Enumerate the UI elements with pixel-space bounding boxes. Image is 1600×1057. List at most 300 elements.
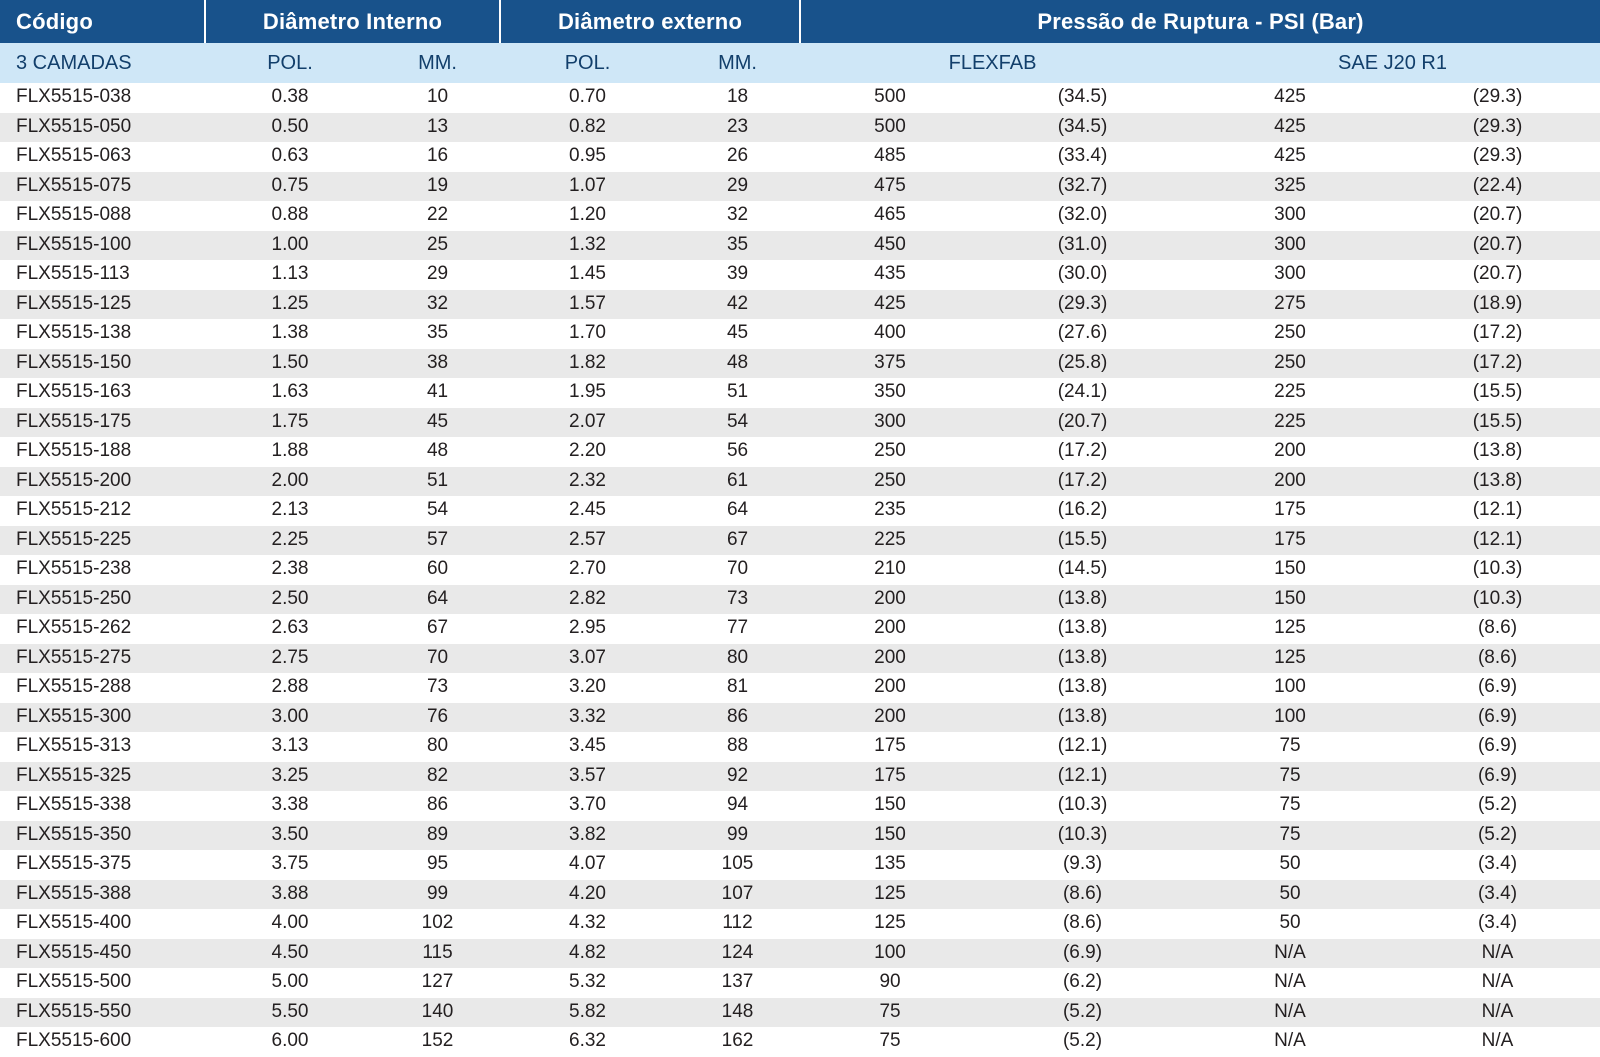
subheader-3-camadas: 3 CAMADAS [0,43,205,83]
cell-sae-bar: (22.4) [1395,172,1600,202]
cell-od-mm: 29 [675,172,800,202]
subheader-id-mm: MM. [375,43,500,83]
cell-id-pol: 3.25 [205,762,375,792]
cell-id-pol: 1.63 [205,378,375,408]
cell-flexfab-bar: (8.6) [980,880,1185,910]
cell-id-pol: 4.00 [205,909,375,939]
cell-id-pol: 2.25 [205,526,375,556]
cell-id-mm: 25 [375,231,500,261]
cell-flexfab-psi: 375 [800,349,980,379]
cell-flexfab-bar: (17.2) [980,467,1185,497]
cell-sae-psi: N/A [1185,939,1395,969]
table-row [0,732,1600,762]
cell-flexfab-bar: (10.3) [980,791,1185,821]
cell-code: FLX5515-262 [0,614,205,644]
cell-code: FLX5515-400 [0,909,205,939]
cell-sae-psi: 175 [1185,526,1395,556]
cell-sae-bar: (12.1) [1395,496,1600,526]
cell-sae-psi: 50 [1185,880,1395,910]
cell-flexfab-bar: (6.2) [980,968,1185,998]
cell-code: FLX5515-450 [0,939,205,969]
table-row [0,113,1600,143]
cell-flexfab-psi: 150 [800,791,980,821]
cell-code: FLX5515-113 [0,260,205,290]
cell-id-pol: 3.00 [205,703,375,733]
header-subrow [0,43,1600,83]
cell-sae-psi: 300 [1185,201,1395,231]
cell-od-mm: 105 [675,850,800,880]
table-row [0,555,1600,585]
cell-flexfab-bar: (34.5) [980,113,1185,143]
cell-flexfab-psi: 475 [800,172,980,202]
cell-flexfab-bar: (16.2) [980,496,1185,526]
cell-od-pol: 3.57 [500,762,675,792]
cell-flexfab-psi: 200 [800,673,980,703]
cell-od-mm: 18 [675,83,800,113]
cell-flexfab-psi: 350 [800,378,980,408]
cell-flexfab-psi: 125 [800,880,980,910]
cell-sae-bar: (6.9) [1395,762,1600,792]
cell-flexfab-bar: (32.7) [980,172,1185,202]
table-row [0,319,1600,349]
cell-code: FLX5515-138 [0,319,205,349]
cell-id-pol: 2.50 [205,585,375,615]
cell-od-pol: 5.32 [500,968,675,998]
cell-sae-psi: 75 [1185,762,1395,792]
cell-id-pol: 1.00 [205,231,375,261]
cell-sae-psi: 175 [1185,496,1395,526]
cell-sae-psi: 75 [1185,732,1395,762]
cell-od-pol: 4.82 [500,939,675,969]
cell-od-mm: 162 [675,1027,800,1057]
table-row [0,880,1600,910]
cell-flexfab-bar: (27.6) [980,319,1185,349]
cell-sae-psi: 425 [1185,142,1395,172]
cell-code: FLX5515-500 [0,968,205,998]
cell-od-mm: 39 [675,260,800,290]
cell-flexfab-psi: 100 [800,939,980,969]
cell-sae-psi: N/A [1185,998,1395,1028]
cell-od-pol: 3.70 [500,791,675,821]
cell-id-mm: 51 [375,467,500,497]
cell-sae-psi: 250 [1185,319,1395,349]
cell-od-pol: 2.82 [500,585,675,615]
cell-od-mm: 77 [675,614,800,644]
table-row [0,968,1600,998]
cell-flexfab-psi: 125 [800,909,980,939]
table-row [0,349,1600,379]
cell-flexfab-bar: (14.5) [980,555,1185,585]
cell-sae-bar: (20.7) [1395,231,1600,261]
cell-id-mm: 99 [375,880,500,910]
cell-od-mm: 148 [675,998,800,1028]
table-row [0,408,1600,438]
table-row [0,290,1600,320]
cell-id-mm: 54 [375,496,500,526]
header-group-row [0,0,1600,43]
cell-sae-bar: N/A [1395,998,1600,1028]
cell-id-mm: 60 [375,555,500,585]
table-row [0,585,1600,615]
table-row [0,201,1600,231]
table-row [0,821,1600,851]
cell-od-pol: 3.32 [500,703,675,733]
cell-od-mm: 81 [675,673,800,703]
cell-flexfab-psi: 500 [800,83,980,113]
cell-sae-psi: 300 [1185,231,1395,261]
cell-sae-bar: (10.3) [1395,555,1600,585]
cell-id-mm: 64 [375,585,500,615]
cell-id-pol: 3.38 [205,791,375,821]
cell-od-pol: 0.70 [500,83,675,113]
cell-sae-bar: (6.9) [1395,703,1600,733]
cell-flexfab-psi: 225 [800,526,980,556]
cell-flexfab-bar: (13.8) [980,673,1185,703]
cell-od-mm: 48 [675,349,800,379]
cell-sae-bar: (5.2) [1395,791,1600,821]
cell-id-mm: 16 [375,142,500,172]
cell-id-pol: 1.50 [205,349,375,379]
cell-sae-psi: 300 [1185,260,1395,290]
table-row [0,644,1600,674]
cell-id-mm: 152 [375,1027,500,1057]
cell-id-mm: 73 [375,673,500,703]
cell-id-pol: 0.88 [205,201,375,231]
cell-flexfab-psi: 200 [800,614,980,644]
cell-od-mm: 94 [675,791,800,821]
cell-flexfab-bar: (20.7) [980,408,1185,438]
cell-id-mm: 35 [375,319,500,349]
header-group-diametro-interno: Diâmetro Interno [205,0,500,43]
cell-sae-psi: 100 [1185,703,1395,733]
cell-sae-bar: (20.7) [1395,260,1600,290]
cell-od-pol: 2.57 [500,526,675,556]
cell-id-mm: 95 [375,850,500,880]
cell-code: FLX5515-288 [0,673,205,703]
cell-code: FLX5515-325 [0,762,205,792]
cell-sae-psi: 125 [1185,614,1395,644]
cell-flexfab-bar: (17.2) [980,437,1185,467]
table-row [0,791,1600,821]
cell-flexfab-psi: 485 [800,142,980,172]
cell-od-pol: 1.82 [500,349,675,379]
cell-id-pol: 6.00 [205,1027,375,1057]
cell-sae-bar: (29.3) [1395,113,1600,143]
cell-od-mm: 56 [675,437,800,467]
cell-code: FLX5515-125 [0,290,205,320]
cell-id-mm: 76 [375,703,500,733]
table-row [0,496,1600,526]
cell-sae-psi: 75 [1185,791,1395,821]
cell-od-pol: 2.32 [500,467,675,497]
cell-id-mm: 115 [375,939,500,969]
cell-flexfab-bar: (34.5) [980,83,1185,113]
cell-sae-psi: N/A [1185,1027,1395,1057]
cell-flexfab-psi: 75 [800,998,980,1028]
cell-flexfab-psi: 200 [800,644,980,674]
cell-id-pol: 0.38 [205,83,375,113]
cell-sae-bar: (8.6) [1395,614,1600,644]
cell-sae-psi: 200 [1185,467,1395,497]
cell-sae-psi: 225 [1185,378,1395,408]
cell-flexfab-bar: (33.4) [980,142,1185,172]
cell-id-pol: 3.50 [205,821,375,851]
cell-sae-bar: (15.5) [1395,408,1600,438]
cell-id-pol: 1.13 [205,260,375,290]
table-row [0,83,1600,113]
table-row [0,378,1600,408]
subheader-id-pol: POL. [205,43,375,83]
cell-id-mm: 45 [375,408,500,438]
cell-flexfab-psi: 450 [800,231,980,261]
cell-flexfab-psi: 210 [800,555,980,585]
cell-od-mm: 99 [675,821,800,851]
cell-flexfab-psi: 300 [800,408,980,438]
cell-od-mm: 61 [675,467,800,497]
cell-od-mm: 112 [675,909,800,939]
cell-sae-bar: (29.3) [1395,142,1600,172]
cell-sae-bar: (17.2) [1395,319,1600,349]
cell-id-pol: 1.75 [205,408,375,438]
table-row [0,909,1600,939]
cell-flexfab-psi: 250 [800,467,980,497]
cell-od-pol: 4.20 [500,880,675,910]
cell-sae-psi: 325 [1185,172,1395,202]
cell-flexfab-bar: (25.8) [980,349,1185,379]
cell-od-mm: 80 [675,644,800,674]
cell-sae-psi: 275 [1185,290,1395,320]
cell-code: FLX5515-388 [0,880,205,910]
cell-flexfab-psi: 250 [800,437,980,467]
cell-sae-bar: (12.1) [1395,526,1600,556]
cell-sae-bar: (8.6) [1395,644,1600,674]
cell-id-pol: 0.75 [205,172,375,202]
cell-code: FLX5515-163 [0,378,205,408]
cell-od-pol: 1.70 [500,319,675,349]
cell-od-pol: 6.32 [500,1027,675,1057]
cell-od-mm: 73 [675,585,800,615]
cell-flexfab-psi: 200 [800,585,980,615]
cell-code: FLX5515-175 [0,408,205,438]
cell-od-pol: 2.07 [500,408,675,438]
cell-flexfab-bar: (13.8) [980,703,1185,733]
table-row [0,231,1600,261]
cell-code: FLX5515-225 [0,526,205,556]
cell-id-pol: 1.38 [205,319,375,349]
cell-od-pol: 3.82 [500,821,675,851]
header-group-codigo: Código [0,0,205,43]
cell-code: FLX5515-350 [0,821,205,851]
cell-od-pol: 5.82 [500,998,675,1028]
cell-od-pol: 2.45 [500,496,675,526]
cell-sae-psi: 50 [1185,850,1395,880]
cell-code: FLX5515-250 [0,585,205,615]
table-row [0,172,1600,202]
cell-od-pol: 3.20 [500,673,675,703]
cell-od-pol: 3.45 [500,732,675,762]
cell-id-pol: 4.50 [205,939,375,969]
subheader-od-pol: POL. [500,43,675,83]
cell-od-pol: 0.82 [500,113,675,143]
cell-id-mm: 70 [375,644,500,674]
cell-flexfab-psi: 425 [800,290,980,320]
cell-code: FLX5515-200 [0,467,205,497]
table-row [0,673,1600,703]
cell-sae-psi: 150 [1185,585,1395,615]
cell-id-pol: 2.00 [205,467,375,497]
cell-od-mm: 107 [675,880,800,910]
cell-flexfab-bar: (12.1) [980,732,1185,762]
cell-flexfab-psi: 500 [800,113,980,143]
cell-code: FLX5515-338 [0,791,205,821]
cell-code: FLX5515-600 [0,1027,205,1057]
cell-id-mm: 38 [375,349,500,379]
cell-sae-psi: 50 [1185,909,1395,939]
cell-code: FLX5515-313 [0,732,205,762]
cell-od-mm: 88 [675,732,800,762]
cell-sae-psi: 75 [1185,821,1395,851]
table-row [0,260,1600,290]
cell-id-mm: 32 [375,290,500,320]
cell-flexfab-psi: 175 [800,762,980,792]
cell-sae-bar: (18.9) [1395,290,1600,320]
cell-od-pol: 0.95 [500,142,675,172]
cell-sae-bar: (17.2) [1395,349,1600,379]
cell-id-mm: 57 [375,526,500,556]
cell-sae-psi: N/A [1185,968,1395,998]
subheader-flexfab: FLEXFAB [800,43,1185,83]
cell-sae-psi: 100 [1185,673,1395,703]
cell-code: FLX5515-050 [0,113,205,143]
header-group-pressao-ruptura: Pressão de Ruptura - PSI (Bar) [800,0,1600,43]
table-row [0,437,1600,467]
cell-od-mm: 54 [675,408,800,438]
cell-id-pol: 2.88 [205,673,375,703]
cell-code: FLX5515-188 [0,437,205,467]
cell-code: FLX5515-238 [0,555,205,585]
cell-sae-psi: 250 [1185,349,1395,379]
cell-od-pol: 2.70 [500,555,675,585]
cell-flexfab-bar: (8.6) [980,909,1185,939]
cell-sae-bar: (29.3) [1395,83,1600,113]
cell-sae-bar: (6.9) [1395,673,1600,703]
cell-id-mm: 41 [375,378,500,408]
cell-flexfab-psi: 435 [800,260,980,290]
cell-flexfab-bar: (6.9) [980,939,1185,969]
cell-id-mm: 19 [375,172,500,202]
table-body [0,83,1600,1057]
cell-od-pol: 4.32 [500,909,675,939]
cell-id-pol: 1.25 [205,290,375,320]
table-header [0,0,1600,83]
cell-od-mm: 51 [675,378,800,408]
cell-flexfab-bar: (29.3) [980,290,1185,320]
cell-sae-psi: 150 [1185,555,1395,585]
table-row [0,762,1600,792]
cell-sae-bar: (20.7) [1395,201,1600,231]
cell-id-mm: 13 [375,113,500,143]
table-row [0,467,1600,497]
cell-od-mm: 92 [675,762,800,792]
cell-od-pol: 4.07 [500,850,675,880]
cell-sae-psi: 225 [1185,408,1395,438]
cell-od-mm: 124 [675,939,800,969]
cell-id-mm: 82 [375,762,500,792]
cell-code: FLX5515-063 [0,142,205,172]
cell-id-pol: 2.38 [205,555,375,585]
cell-code: FLX5515-088 [0,201,205,231]
cell-flexfab-bar: (13.8) [980,614,1185,644]
cell-flexfab-psi: 150 [800,821,980,851]
header-group-diametro-externo: Diâmetro externo [500,0,800,43]
cell-sae-bar: (3.4) [1395,909,1600,939]
table-row [0,526,1600,556]
cell-flexfab-bar: (31.0) [980,231,1185,261]
cell-id-pol: 2.75 [205,644,375,674]
cell-od-mm: 86 [675,703,800,733]
subheader-sae-j20-r1: SAE J20 R1 [1185,43,1600,83]
cell-flexfab-bar: (13.8) [980,644,1185,674]
cell-id-pol: 0.50 [205,113,375,143]
cell-id-mm: 86 [375,791,500,821]
cell-od-mm: 23 [675,113,800,143]
cell-flexfab-bar: (12.1) [980,762,1185,792]
cell-od-mm: 45 [675,319,800,349]
cell-flexfab-psi: 75 [800,1027,980,1057]
cell-code: FLX5515-075 [0,172,205,202]
cell-flexfab-psi: 465 [800,201,980,231]
cell-sae-bar: N/A [1395,968,1600,998]
cell-sae-bar: (10.3) [1395,585,1600,615]
cell-sae-bar: (13.8) [1395,467,1600,497]
table-row [0,1027,1600,1057]
table-row [0,998,1600,1028]
cell-od-mm: 35 [675,231,800,261]
cell-od-pol: 1.95 [500,378,675,408]
cell-od-pol: 1.20 [500,201,675,231]
cell-od-pol: 2.95 [500,614,675,644]
cell-flexfab-bar: (24.1) [980,378,1185,408]
cell-sae-bar: N/A [1395,1027,1600,1057]
cell-od-mm: 32 [675,201,800,231]
cell-sae-bar: (15.5) [1395,378,1600,408]
cell-flexfab-bar: (9.3) [980,850,1185,880]
cell-flexfab-psi: 200 [800,703,980,733]
cell-sae-psi: 125 [1185,644,1395,674]
cell-sae-psi: 200 [1185,437,1395,467]
cell-sae-psi: 425 [1185,83,1395,113]
cell-od-pol: 1.45 [500,260,675,290]
cell-id-pol: 3.88 [205,880,375,910]
cell-code: FLX5515-375 [0,850,205,880]
table-row [0,850,1600,880]
cell-id-mm: 102 [375,909,500,939]
cell-od-pol: 1.07 [500,172,675,202]
cell-od-mm: 70 [675,555,800,585]
table-row [0,703,1600,733]
cell-sae-bar: (6.9) [1395,732,1600,762]
cell-sae-psi: 425 [1185,113,1395,143]
cell-sae-bar: (13.8) [1395,437,1600,467]
cell-od-mm: 67 [675,526,800,556]
cell-od-pol: 1.32 [500,231,675,261]
cell-flexfab-bar: (5.2) [980,1027,1185,1057]
cell-id-mm: 127 [375,968,500,998]
cell-id-pol: 2.63 [205,614,375,644]
cell-sae-bar: (5.2) [1395,821,1600,851]
cell-od-mm: 137 [675,968,800,998]
cell-flexfab-psi: 175 [800,732,980,762]
